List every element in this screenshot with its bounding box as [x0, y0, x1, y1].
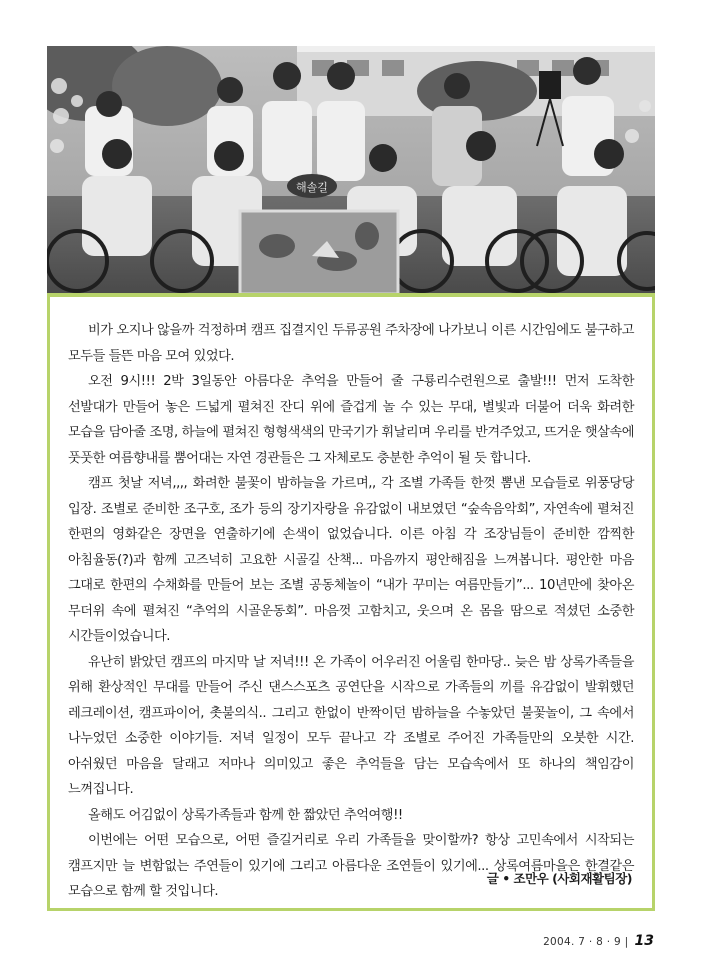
frame-left-border [47, 297, 50, 911]
paragraph: 이번에는 어떤 모습으로, 어떤 즐길거리로 우리 가족들을 맞이할까? 항상 고민속에서 시작되는 캠프지만 늘 변함없는 주연들이 있기에 그리고 아름다운 조연들이 있기에... 상록여름마을은 한결같은 모습으로 함께 할 것입니다. [68, 833, 634, 899]
paragraph: 오전 9시!!! 2박 3일동안 아름다운 추억을 만들어 줄 구룡리수련원으로 출발!!! 먼저 도착한 선발대가 만들어 놓은 드넓게 펼쳐진 잔디 위에 즐겁게 놀 수 있는 무대, 별빛과 더불어 더욱 화려한 모습을 담아줄 조명, 하늘에 펼쳐진 형형색색의 만국기가 휘날리며 우리를 반겨주었고, 뜨거운 햇살속에 풋풋한 여름향내를 뿜어대는 자연 경관들은 그 자체로도 충분한 추억이 될 듯 합니다. [68, 374, 634, 466]
frame-right-border [652, 297, 655, 911]
frame-bottom-border [47, 908, 655, 911]
sign-text: 해솔길 [296, 181, 328, 194]
paragraph: 유난히 밝았던 캠프의 마지막 날 저녁!!! 온 가족이 어우러진 어울림 한마당.. 늦은 밤 상록가족들을 위해 환상적인 무대를 만들어 주신 댄스스포츠 공연단을 시작으로 가족들의 끼를 유감없이 발휘했던 레크레이션, 캠프파이어, 촛불의식.. 그리고 한없이 반짝이던 밤하늘을 수놓았던 불꽃놀이, 그 속에서 나누었던 소중한 이야기들. 저녁 일정이 모두 끝나고 각 조별로 주어진 가족들만의 오붓한 시간. 아쉬웠던 마음을 달래고 저마나 의미있고 좋은 추억들을 담는 모습속에서 또 하나의 책임감이 느껴집니다. [68, 654, 634, 797]
page-number: 13 [634, 933, 654, 949]
page-footer [543, 933, 654, 949]
paragraph: 올해도 어김없이 상록가족들과 함께 한 짧았던 추억여행!! [88, 807, 403, 823]
byline: 글 • 조만우 (사회재활팀장) [486, 871, 632, 886]
group-photo [47, 46, 655, 294]
paragraph: 비가 오지나 않을까 걱정하며 캠프 집결지인 두류공원 주차장에 나가보니 이른 시간임에도 불구하고 모두들 들뜬 마음 모여 있었다. [68, 323, 634, 364]
paragraph: 캠프 첫날 저녁,,,, 화려한 불꽃이 밤하늘을 가르며,, 각 조별 가족들 한껏 뽐낸 모습들로 위풍당당 입장. 조별로 준비한 조구호, 조가 등의 장기자랑을 유감없이 내보였던 “숲속음악회”, 자연속에 펼쳐진 한편의 영화같은 장면을 연출하기에 손색이 없었습니다. 이른 아침 각 조장님들이 준비한 깜찍한 아침율동(?)과 함께 고즈넉히 고요한 시골길 산책... 마음까지 평안해짐을 느껴봅니다. 평안한 마음 그대로 한편의 수채화를 만들어 보는 조별 공동체놀이 “내가 꾸미는 여름만들기”... 10년만에 찾아온 무더위 속에 펼쳐진 “추억의 시골운동회”. 마음껏 고함치고, 웃으며 온 몸을 땀으로 적셨던 소중한 시간들이었습니다. [68, 476, 634, 644]
article-body [68, 318, 634, 905]
issue-date: 2004. 7 · 8 · 9 | [543, 936, 629, 948]
